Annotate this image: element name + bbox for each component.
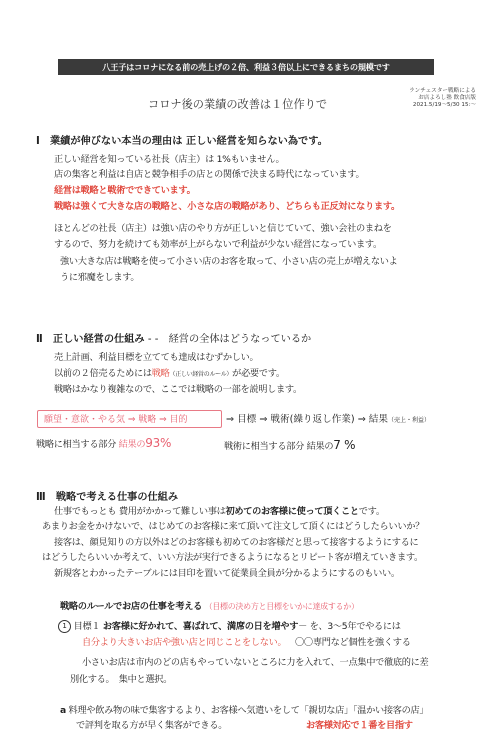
section-2-heading-main: Ⅱ 正しい経営の仕組み: [36, 334, 145, 345]
item-a-label: a: [60, 705, 66, 716]
goal-red: 自分より大きいお店や強い店と同じことをしない。: [82, 637, 287, 648]
section-3-paragraph-4: 新規客とわかったテーブルには目印を置いて従業員全員が分かるようにするのもいい。: [54, 568, 400, 579]
rule-note: （目標の決め方と目標をいかに達成するか）: [204, 602, 359, 611]
goal-1-red-line: [82, 636, 411, 650]
p1-bold: 初めてのお客様に使って頂くこと: [225, 506, 359, 517]
item-a-red: お客様対応で１番を目指す: [306, 720, 413, 731]
item-a-text-1: 料理や飲み物の味で集客するより、お客様へ気遣いをして「親切な店」「温かい接客の店」: [68, 705, 429, 716]
source-note: [409, 88, 476, 110]
section-2-heading: [36, 330, 311, 345]
goal-1-line: [58, 620, 401, 634]
section-1-paragraph-2: 店の集客と利益は自店と競争相手の店との関係で決まる時代になっています。: [54, 169, 365, 180]
flow-strategy: 願望・意欲・やる気 ⇒ 戦略 ⇒ 目的: [44, 415, 188, 425]
tactics-result-label: 結果の: [306, 441, 334, 452]
p2-strategy: 戦略: [151, 368, 170, 379]
flow-tactics: [226, 411, 430, 425]
item-a-line-2: で評判を取る方が早く集客ができる。: [76, 720, 228, 731]
page-title: コロナ後の業績の改善は１位作りで: [148, 98, 328, 111]
p2-text-b: が必要です。: [232, 368, 285, 379]
p1-text-a: 仕事でもっとも 費用がかかって難しい事は: [54, 506, 226, 517]
rule-heading: 戦略のルールでお店の仕事を考える: [60, 601, 203, 612]
tactics-share: [224, 438, 355, 454]
source-line-2: お店よろし塾 飲食店版: [418, 95, 476, 102]
section-1-red-line-2: 戦略は強くて大きな店の戦略と、小さな店の戦略があり、どちらも正反対になります。: [54, 201, 400, 212]
strategy-rule-heading: [60, 600, 359, 614]
flow-tactics-text: ⇒ 目標 ⇒ 戦術(繰り返し作業) ⇒ 結果: [226, 414, 388, 425]
strategy-percent: 93%: [145, 436, 172, 450]
section-3-heading: Ⅲ 戦略で考える仕事の仕組み: [36, 492, 179, 503]
section-1-paragraph-3c: 強い大きな店は戦略を使って小さい店のお客を取って、小さい店の売上が増えないよ: [60, 256, 398, 267]
section-1-heading: Ⅰ 業績が伸びない本当の理由は 正しい経営を知らない為です。: [36, 136, 328, 147]
strategy-label: 戦略に相当する部分: [36, 439, 116, 450]
section-2-heading-sub: - - 経営の全体はどうなっているか: [144, 334, 312, 345]
section-2-paragraph-2: [54, 367, 285, 382]
section-2-paragraph-3: 戦略はかなり複雑なので、ここでは戦略の一部を説明します。: [54, 384, 302, 395]
section-1-paragraph-3b: するので、努力を続けても効率が上がらないで利益が少ない経営になっています。: [54, 239, 382, 250]
section-1-paragraph-3d: うに邪魔をします。: [60, 272, 140, 283]
section-3-paragraph-3b: はどうしたらいいか考えて、いい方法が実行できるようになるとリピート客が増えていきます。: [42, 552, 423, 563]
header-banner: 八王子はコロナになる前の売上げの２倍、利益３倍以上にできるまちの規模です: [58, 59, 434, 75]
strategy-share: [36, 436, 171, 452]
p2-note: （正しい経営のルール）: [169, 371, 233, 378]
goal-note: 〇〇専門など個性を強くする: [295, 637, 411, 648]
section-3-paragraph-3a: 接客は、顔見知りの方以外はどのお客様も初めてのお客様だと思って接客するようにするに: [54, 537, 419, 548]
tactics-label: 戦術に相当する部分: [224, 441, 304, 452]
section-1-paragraph-3a: ほとんどの社長（店主）は強い店のやり方が正しいと信じていて、強い会社のまねを: [54, 223, 392, 234]
source-line-1: ランチェスター戦略による: [409, 88, 476, 94]
goal-paragraph-2: 別化する。 集中と選択。: [70, 674, 173, 685]
goal-paragraph-1: 小さいお店は市内のどの店もやっていないところに力を入れて、一点集中で徹底的に差: [82, 657, 429, 668]
p1-text-c: です。: [358, 506, 385, 517]
goal-number-badge: 1: [58, 620, 71, 633]
item-a-line-1: [60, 704, 428, 718]
flow-result-note: （売上・利益）: [387, 417, 430, 424]
goal-rest: － を、3～5年でやるには: [298, 621, 401, 632]
p2-text-a: 以前の２倍売るためには: [54, 368, 152, 379]
section-3-paragraph-2: あまりお金をかけないで、はじめてのお客様に来て頂いて注文して頂くにはどうしたらいいか？: [42, 521, 424, 532]
section-3-paragraph-1: [54, 505, 385, 519]
goal-label: 目標１: [73, 621, 101, 632]
goal-bold: お客様に好かれて、喜ばれて、満席の日を増やす: [102, 621, 299, 632]
strategy-result-label: 結果の: [118, 439, 146, 450]
source-line-3: 2021.5/19～5/30 15:～: [412, 102, 476, 109]
section-2-paragraph-1: 売上計画、利益目標を立てても達成はむずかしい。: [54, 352, 259, 363]
tactics-percent: 7 %: [333, 438, 356, 452]
section-1-paragraph-1: 正しい経営を知っている社長（店主）は 1%もいません。: [54, 154, 285, 165]
section-1-red-line-1: 経営は戦略と戦術でできています。: [54, 185, 196, 196]
